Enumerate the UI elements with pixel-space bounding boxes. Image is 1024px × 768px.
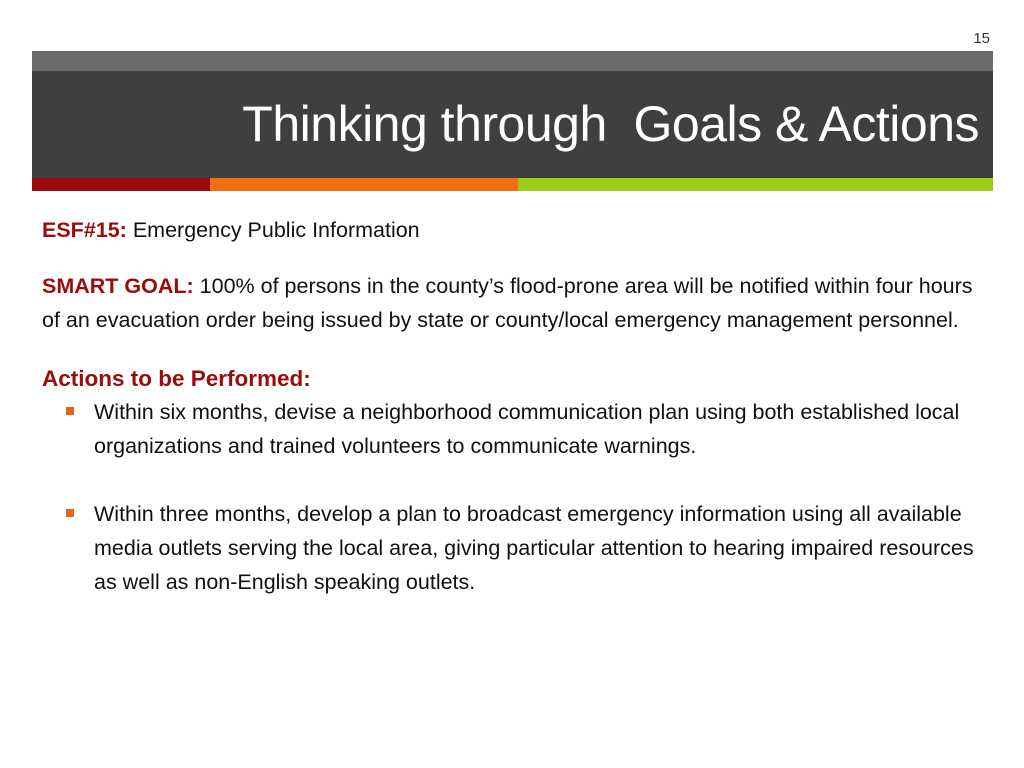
accent-orange-segment [210,178,518,191]
title-band [32,71,993,178]
action-item [42,497,987,599]
slide-body [42,213,987,599]
smart-goal [42,269,987,337]
accent-green-segment [518,178,993,191]
esf-line [42,213,987,247]
esf-label: ESF#15: [42,218,127,242]
action-item-text: Within six months, devise a neighborhood communication plan using both established local organizations and trained volunteers to communicate warnings. [94,400,960,458]
actions-heading: Actions to be Performed: [42,366,311,391]
header-top-bar [32,51,993,71]
square-bullet-icon [66,407,74,415]
accent-red-segment [32,178,210,191]
smart-goal-label: SMART GOAL: [42,274,194,298]
smart-goal-text: 100% of persons in the county’s flood-prone area will be notified within four hours of an evacuation order being issued by state or county/local emergency management personnel. [42,274,973,332]
slide-title: Thinking through Goals & Actions [242,96,979,152]
page-number: 15 [973,30,990,47]
square-bullet-icon [66,509,74,517]
action-item [42,395,987,463]
esf-text: Emergency Public Information [126,218,420,242]
action-item-text: Within three months, develop a plan to broadcast emergency information using all available media outlets serving the local area, giving particular attention to hearing impaired resources as well as non-English speaking outlets. [94,502,974,594]
accent-strip [32,178,993,191]
action-list [42,395,987,599]
